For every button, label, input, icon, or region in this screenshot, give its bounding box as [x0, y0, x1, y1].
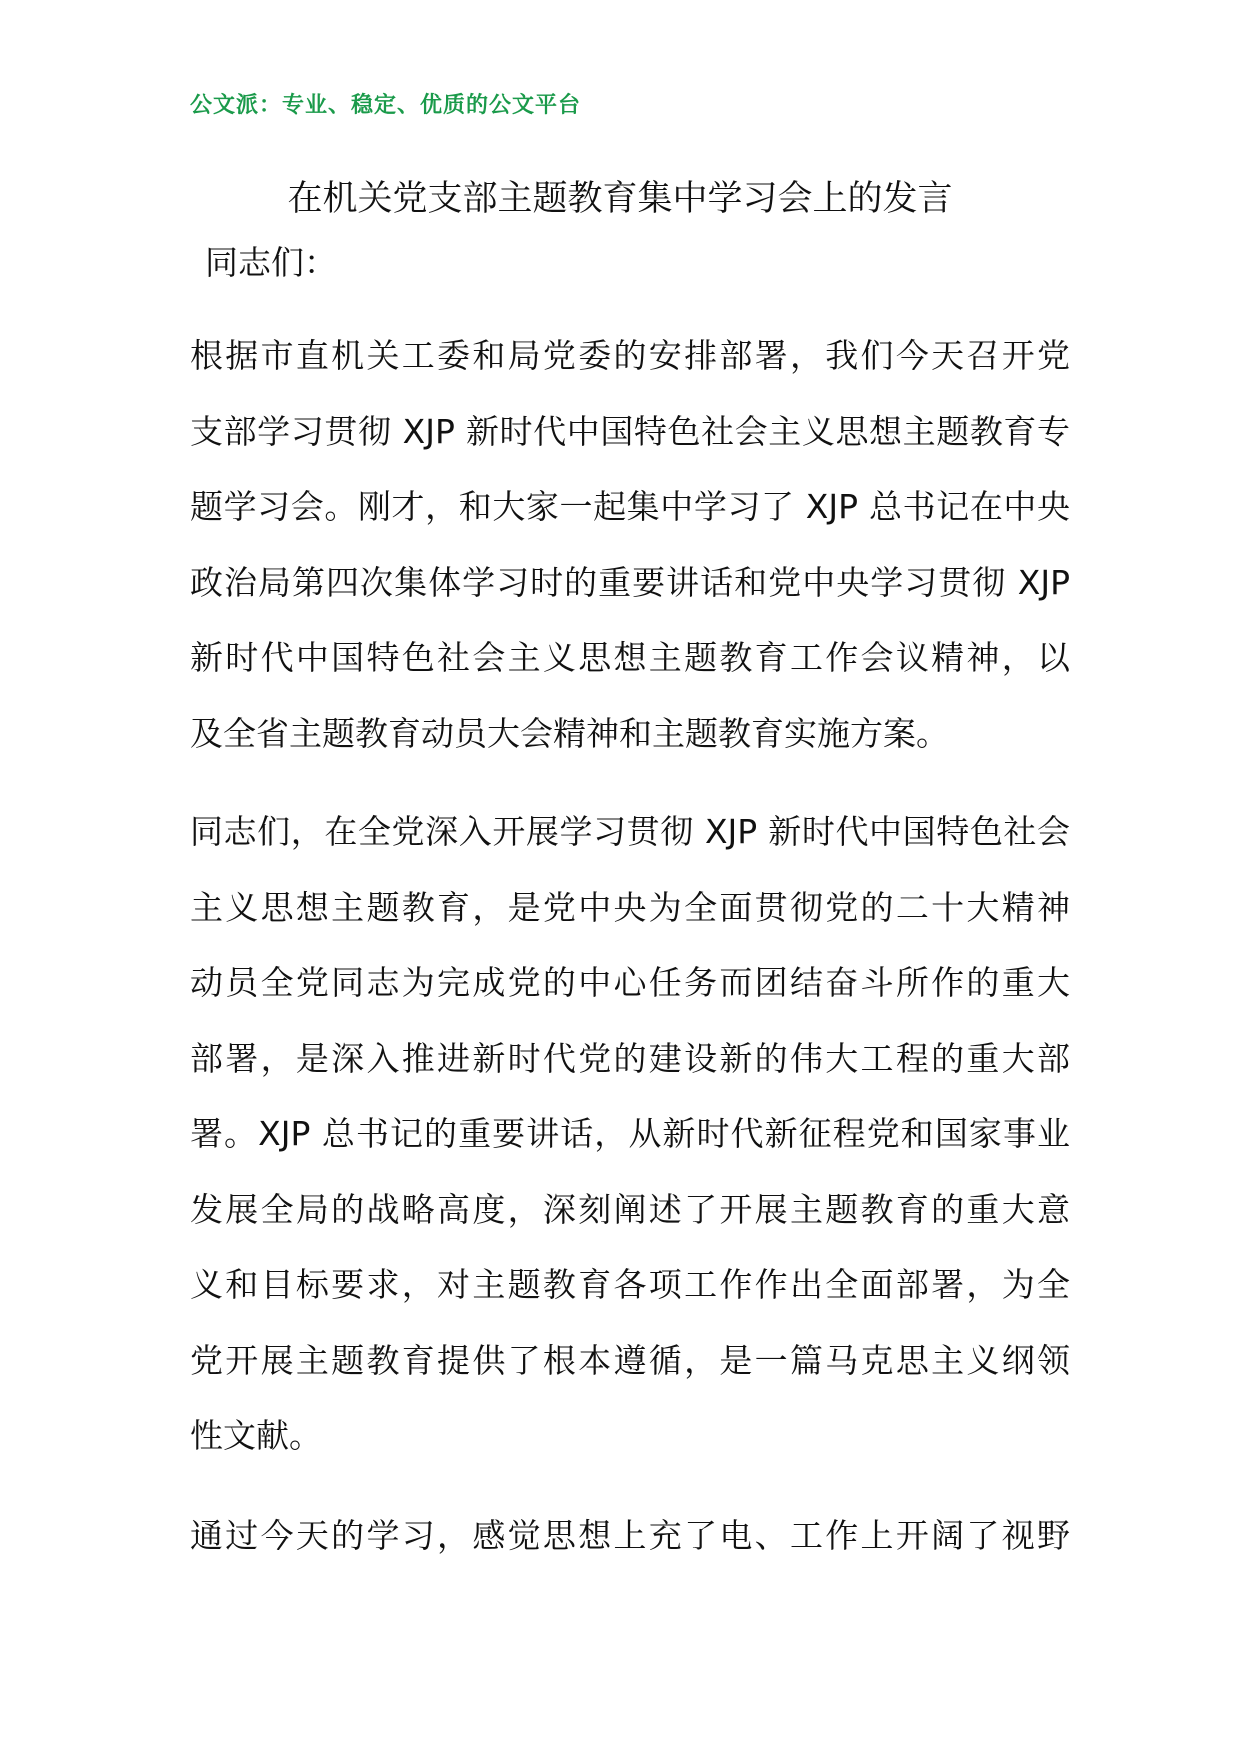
- paragraph-line: 主义思想主题教育，是党中央为全面贯彻党的二十大精神: [190, 887, 1070, 927]
- paragraph-1: [190, 318, 1070, 771]
- paragraph-3: [190, 1498, 1070, 1574]
- paragraph-line: 通过今天的学习，感觉思想上充了电、工作上开阔了视野: [190, 1516, 1070, 1555]
- paragraph-line: 新时代中国特色社会主义思想主题教育工作会议精神，以: [190, 638, 1070, 677]
- paragraph-line: 部署，是深入推进新时代党的建设新的伟大工程的重大部: [190, 1038, 1070, 1078]
- paragraph-line: 发展全局的战略高度，深刻阐述了开展主题教育的重大意: [190, 1189, 1070, 1229]
- paragraph-line: 及全省主题教育动员大会精神和主题教育实施方案。: [190, 713, 949, 753]
- paragraph-line: 性文献。: [190, 1416, 322, 1455]
- paragraph-line: 义和目标要求，对主题教育各项工作作出全面部署，为全: [190, 1265, 1070, 1304]
- paragraph-line: 署。XJP 总书记的重要讲话，从新时代新征程党和国家事业: [190, 1114, 1070, 1153]
- document-title: 在机关党支部主题教育集中学习会上的发言: [287, 179, 953, 219]
- salutation: 同志们：: [205, 243, 337, 282]
- paragraph-line: 同志们，在全党深入开展学习贯彻 XJP 新时代中国特色社会: [190, 812, 1070, 851]
- paragraph-line: 根据市直机关工委和局党委的安排部署，我们今天召开党: [190, 336, 1070, 375]
- paragraph-line: 动员全党同志为完成党的中心任务而团结奋斗所作的重大: [190, 963, 1070, 1002]
- paragraph-2: [190, 794, 1070, 1474]
- paragraph-line: 政治局第四次集体学习时的重要讲话和党中央学习贯彻 XJP: [190, 562, 1070, 602]
- paragraph-line: 题学习会。刚才，和大家一起集中学习了 XJP 总书记在中央: [190, 487, 1070, 526]
- paragraph-line: 党开展主题教育提供了根本遵循，是一篇马克思主义纲领: [190, 1340, 1070, 1380]
- paragraph-line: 支部学习贯彻 XJP 新时代中国特色社会主义思想主题教育专: [190, 411, 1070, 451]
- header-banner: 公文派：专业、稳定、优质的公文平台: [190, 93, 582, 118]
